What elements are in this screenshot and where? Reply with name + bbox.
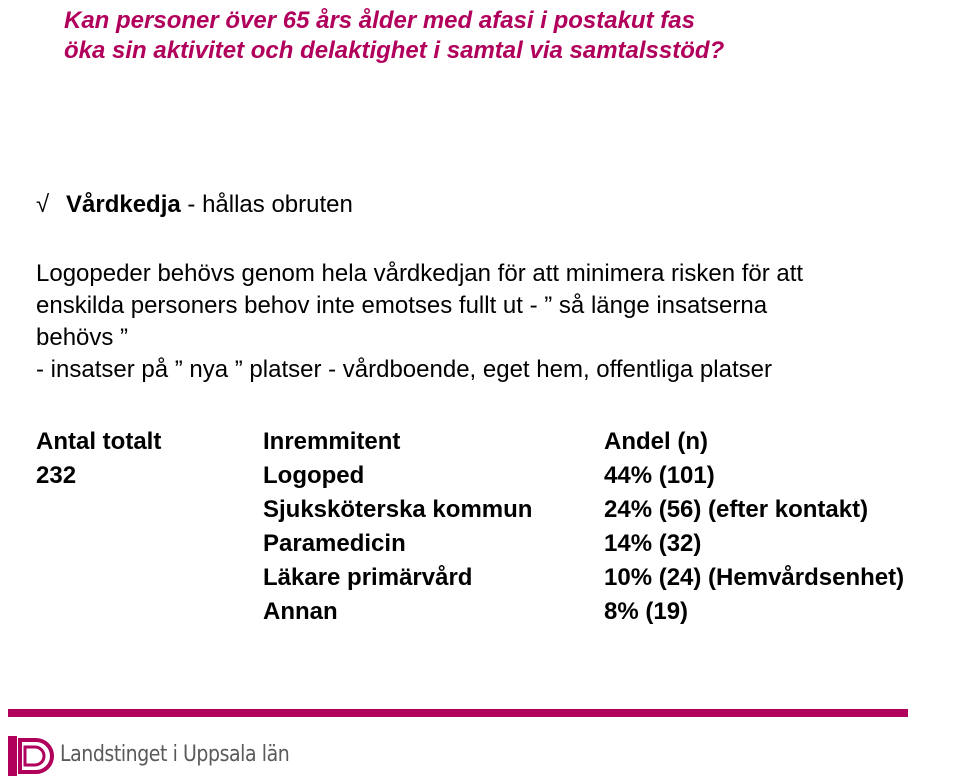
table-cell: Annan	[263, 598, 338, 625]
table-cell	[36, 530, 263, 564]
paragraph-line-2: enskilda personers behov inte emotses fullt ut - ” så länge insatserna	[36, 292, 768, 319]
footer-logo	[6, 732, 306, 782]
slide-title-line-1: Kan personer över 65 års ålder med afasi i postakut fas	[64, 7, 695, 34]
point-heading: Vårdkedja	[66, 191, 181, 218]
table-cell: 10% (24) (Hemvårdsenhet)	[604, 564, 905, 591]
table-cell: Läkare primärvård	[263, 564, 473, 591]
table-cell	[36, 496, 263, 530]
table-cell: Sjuksköterska kommun	[263, 496, 533, 523]
table-row	[36, 462, 904, 496]
table-row	[36, 496, 904, 530]
table-cell	[36, 598, 263, 632]
table-cell: 8% (19)	[604, 598, 689, 625]
paragraph-line-3: behövs ”	[36, 324, 129, 351]
table-cell	[36, 564, 263, 598]
footer-org-name: Landstinget i Uppsala län	[60, 742, 290, 767]
footer-divider	[8, 709, 908, 717]
paragraph-line-4: - insatser på ” nya ” platser - vårdboende, eget hem, offentliga platser	[36, 356, 772, 383]
body-paragraph	[36, 258, 946, 386]
referral-table	[36, 428, 904, 632]
check-mark-icon: √	[36, 191, 50, 218]
slide-title-line-2: öka sin aktivitet och delaktighet i samtal via samtalsstöd?	[64, 37, 725, 64]
table-header-cell: Antal totalt	[36, 428, 162, 455]
check-point	[36, 190, 353, 220]
table-row	[36, 564, 904, 598]
table-header-cell: Andel (n)	[604, 428, 708, 455]
table-cell: 44% (101)	[604, 462, 715, 489]
landstinget-uppsala-logo-icon	[6, 732, 54, 780]
table-cell: 14% (32)	[604, 530, 702, 557]
table-cell: Paramedicin	[263, 530, 406, 557]
table-header-row	[36, 428, 904, 462]
table-cell: 232	[36, 462, 77, 489]
table-cell: Logoped	[263, 462, 365, 489]
point-text: - hållas obruten	[180, 191, 353, 218]
table-cell: 24% (56) (efter kontakt)	[604, 496, 869, 523]
paragraph-line-1: Logopeder behövs genom hela vårdkedjan för att minimera risken för att	[36, 260, 804, 287]
table-row	[36, 598, 904, 632]
table-row	[36, 530, 904, 564]
table-header-cell: Inremmitent	[263, 428, 401, 455]
slide-title	[64, 6, 944, 66]
